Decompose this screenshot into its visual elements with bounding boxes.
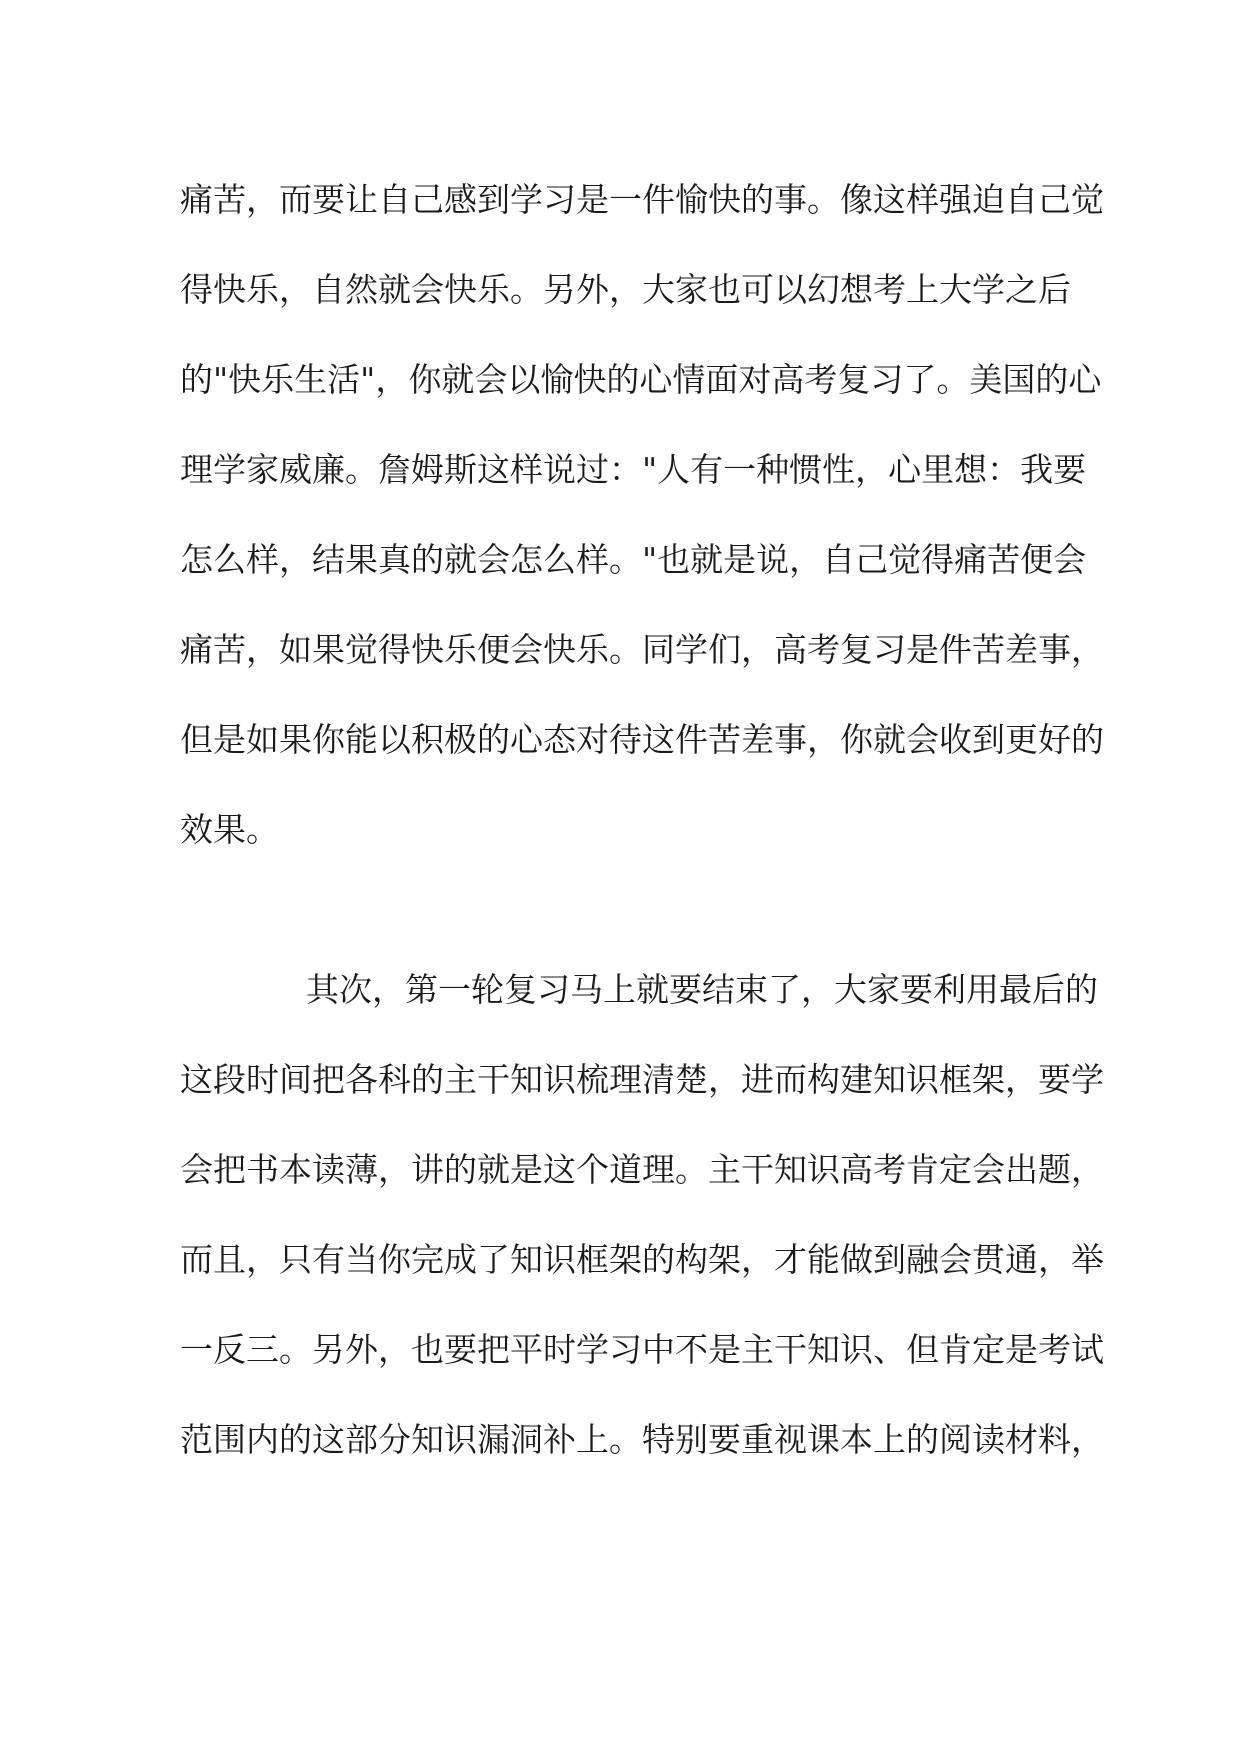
paragraph-2 — [180, 945, 1104, 1485]
paragraph-1 — [180, 155, 1104, 875]
text-line: 其次，第一轮复习马上就要结束了，大家要利用最后的 — [306, 970, 1098, 1009]
text-line: 痛苦，如果觉得快乐便会快乐。同学们，高考复习是件苦差事， — [180, 630, 1104, 669]
text-line: 这段时间把各科的主干知识梳理清楚，进而构建知识框架，要学 — [180, 1060, 1104, 1099]
text-line: 痛苦，而要让自己感到学习是一件愉快的事。像这样强迫自己觉 — [180, 180, 1104, 219]
text-line: 但是如果你能以积极的心态对待这件苦差事，你就会收到更好的 — [180, 720, 1104, 759]
text-line: 一反三。另外，也要把平时学习中不是主干知识、但肯定是考试 — [180, 1330, 1104, 1369]
text-line: 效果。 — [180, 810, 279, 849]
text-line: 理学家威廉。詹姆斯这样说过："人有一种惯性，心里想：我要 — [180, 450, 1087, 489]
text-line: 怎么样，结果真的就会怎么样。"也就是说，自己觉得痛苦便会 — [180, 540, 1087, 579]
text-line: 而且，只有当你完成了知识框架的构架，才能做到融会贯通，举 — [180, 1240, 1104, 1279]
text-line: 范围内的这部分知识漏洞补上。特别要重视课本上的阅读材料， — [180, 1420, 1104, 1459]
text-line: 得快乐，自然就会快乐。另外，大家也可以幻想考上大学之后 — [180, 270, 1071, 309]
text-line: 的"快乐生活"，你就会以愉快的心情面对高考复习了。美国的心 — [180, 360, 1102, 399]
text-line: 会把书本读薄，讲的就是这个道理。主干知识高考肯定会出题， — [180, 1150, 1104, 1189]
